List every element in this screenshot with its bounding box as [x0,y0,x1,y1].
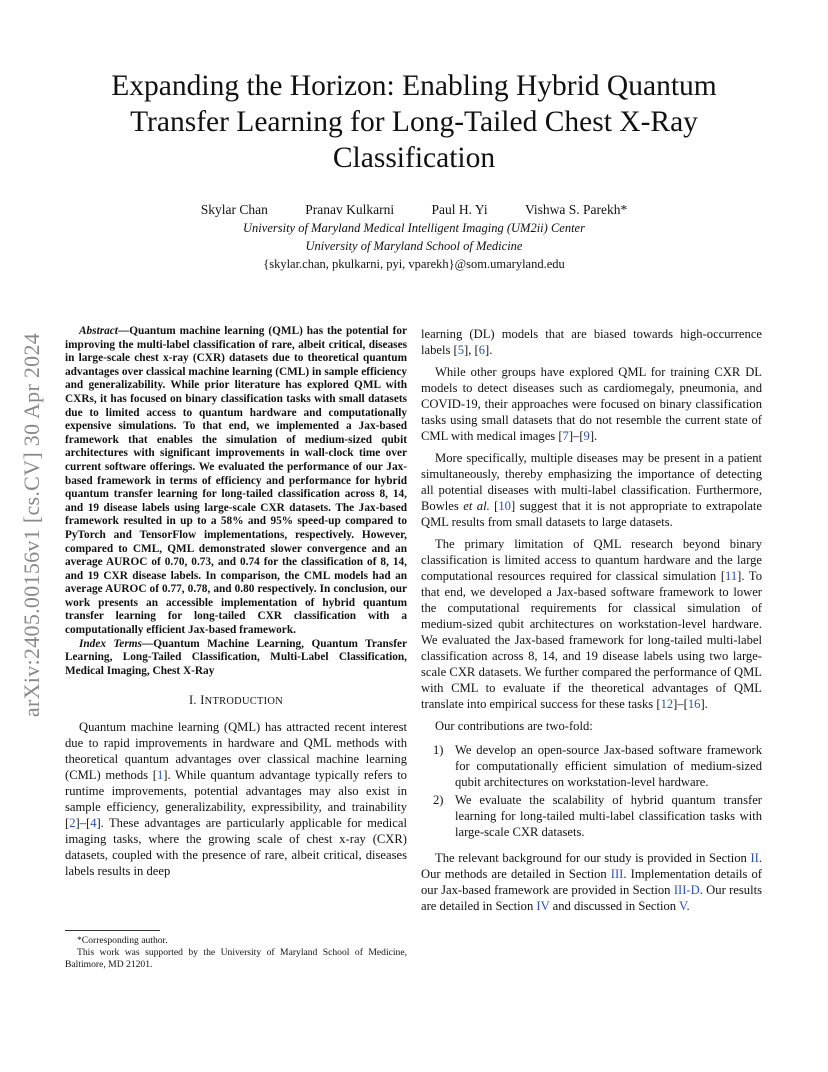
citation-link[interactable]: 5 [457,343,465,357]
citation-link[interactable]: 4 [90,816,97,831]
author-names [60,201,768,219]
author-block [60,201,768,273]
left-column [65,325,407,879]
affiliation: University of Maryland Medical Intelligent Imaging (UM2ii) Center [243,221,585,235]
affiliation: University of Maryland School of Medicine [305,239,523,253]
section-link[interactable]: V [679,899,687,913]
author-name: Paul H. Yi [431,202,488,217]
paper-title: Expanding the Horizon: Enabling Hybrid Quantum Transfer Learning for Long-Tailed Chest X-Ray Classification [111,70,717,174]
section-link[interactable]: III [610,867,624,881]
abstract-text: —Quantum machine learning (QML) has the potential for improving the multi-label classification of rare, albeit critical, diseases in large-scale chest x-ray (CXR) datasets due to theoretical quantum advantages over classical machine learning (CML) in sample efficiency and generalizability. While prior literature has explored QML with CXRs, it has focused on binary classification tasks with small datasets due to limited access to quantum hardware and computationally expensive simulations. To that end, we implemented a Jax-based framework that enables the simulation of medium-sized qubit architectures with significant improvements in wall-clock time over current software offerings. We evaluated the performance of our Jax-based framework in terms of efficiency and performance for hybrid quantum transfer learning for long-tailed classification across 8, 14, and 19 disease labels using large-scale CXR datasets. The Jax-based framework resulted in up to a 58% and 95% speed-up compared to PyTorch and TensorFlow implementations, respectively. However, compared to CML, QML demonstrated slower convergence and an average AUROC of 0.70, 0.73, and 0.74 for the classification of 8, 14, and 19 CXR disease labels. In comparison, the CML models had an average AUROC of 0.77, 0.78, and 0.80 respectively. In conclusion, our work presents an accessible implementation of hybrid quantum transfer learning for long-tailed CXR classification with a computationally efficient Jax-based framework. [65,325,407,637]
index-terms-lead: Index Terms [79,637,142,650]
body-paragraph: The primary limitation of QML research beyond binary classification is limited access to quantum hardware and the large computational resources required for classical simulation [11]. To that end, we developed a Jax-based software framework to lower the computational requirements for classical simulation of medium-sized qubit architectures on workstation-level hardware. We evaluated the Jax-based framework for long-tailed multi-label classification across 8, 14, and 19 disease labels using two large-scale CXR datasets. We further compared the performance of QML with CML to evaluate if the theoretical advantages of QML translate into empirical success for these tasks [12]–[16]. [421,537,763,711]
body-paragraph: The relevant background for our study is provided in Section II. Our methods are detailed in Section III. Implementation details of our Jax-based framework are provided in Section III-D. Our results are detailed in Section IV and discussed in Section V. [421,851,762,913]
footnote: *Corresponding author. [77,935,168,946]
citation-link[interactable]: 1 [156,768,164,783]
body-paragraph: More specifically, multiple diseases may be present in a patient simultaneously, thereby emphasizing the importance of detecting all potential diseases with multi-label classification. Furthermore, Bowles et al. [10] suggest that it is not appropriate to extrapolate QML results from small datasets to large datasets. [421,451,762,529]
arxiv-identifier-text: arXiv:2405.00156v1 [cs.CV] 30 Apr 2024 [19,332,44,718]
index-terms [65,638,407,679]
arxiv-identifier [12,290,52,760]
citation-link[interactable]: 10 [498,499,511,513]
author-emails: {skylar.chan, pkulkarni, pyi, vparekh}@som.umaryland.edu [263,257,565,271]
abstract [65,325,407,638]
list-item: 1) We develop an open-source Jax-based software framework for computationally efficient simulation of medium-sized qubit architectures on workstation-level hardware. [433,743,762,789]
right-column [421,326,762,914]
section-link[interactable]: II [750,851,759,865]
citation-link[interactable]: 12 [660,697,674,711]
citation-link[interactable]: 16 [687,697,701,711]
contributions-intro: Our contributions are two-fold: [435,719,593,733]
footnote: This work was supported by the University of Maryland School of Medicine, Baltimore, MD 21201. [65,947,407,970]
citation-link[interactable]: 6 [478,343,485,357]
citation-link[interactable]: 2 [69,816,76,831]
author-name: Pranav Kulkarni [305,202,395,217]
footnotes [65,935,407,971]
citation-link[interactable]: 11 [725,569,738,583]
intro-paragraph: Quantum machine learning (QML) has attracted recent interest due to rapid improvements in hardware and QML methods with theoretical quantum advantages over classical machine learning (CML) methods [1]. While quantum advantage typically refers to runtime improvements, potential advantages may also exist in sample efficiency, generalizability, expressibility, and trainability [2]–[4]. These advantages are particularly applicable for medical imaging tasks, where the growing scale of chest x-ray (CXR) datasets, coupled with the presence of rare, albeit critical, diseases labels results in deep [65,720,407,879]
index-terms-text: —Quantum Machine Learning, Quantum Transfer Learning, Long-Tailed Classification, Multi-Label Classification, Medical Imaging, Chest X-Ray [65,637,407,677]
body-paragraph: While other groups have explored QML for training CXR DL models to detect diseases such as cardiomegaly, pneumonia, and COVID-19, their approaches were focused on binary classification tasks using small datasets that do not resemble the current state of CML with medical images [7]–[9]. [421,365,762,443]
author-name: Skylar Chan [200,202,268,217]
citation-link[interactable]: 7 [562,429,569,443]
abstract-lead: Abstract [79,325,118,337]
citation-link[interactable]: 9 [583,429,590,443]
section-link[interactable]: IV [536,899,550,913]
footnote-divider [65,930,160,931]
contributions-list [421,742,762,840]
section-link[interactable]: III-D [673,883,700,897]
body-paragraph: learning (DL) models that are biased towards high-occurrence labels [5], [6]. [421,327,762,357]
list-item: 2) We evaluate the scalability of hybrid quantum transfer learning for long-tailed multi-label classification tasks with large-scale CXR datasets. [433,793,762,839]
section-heading-introduction: I. INTRODUCTION [188,693,283,708]
author-name: Vishwa S. Parekh* [524,202,628,217]
